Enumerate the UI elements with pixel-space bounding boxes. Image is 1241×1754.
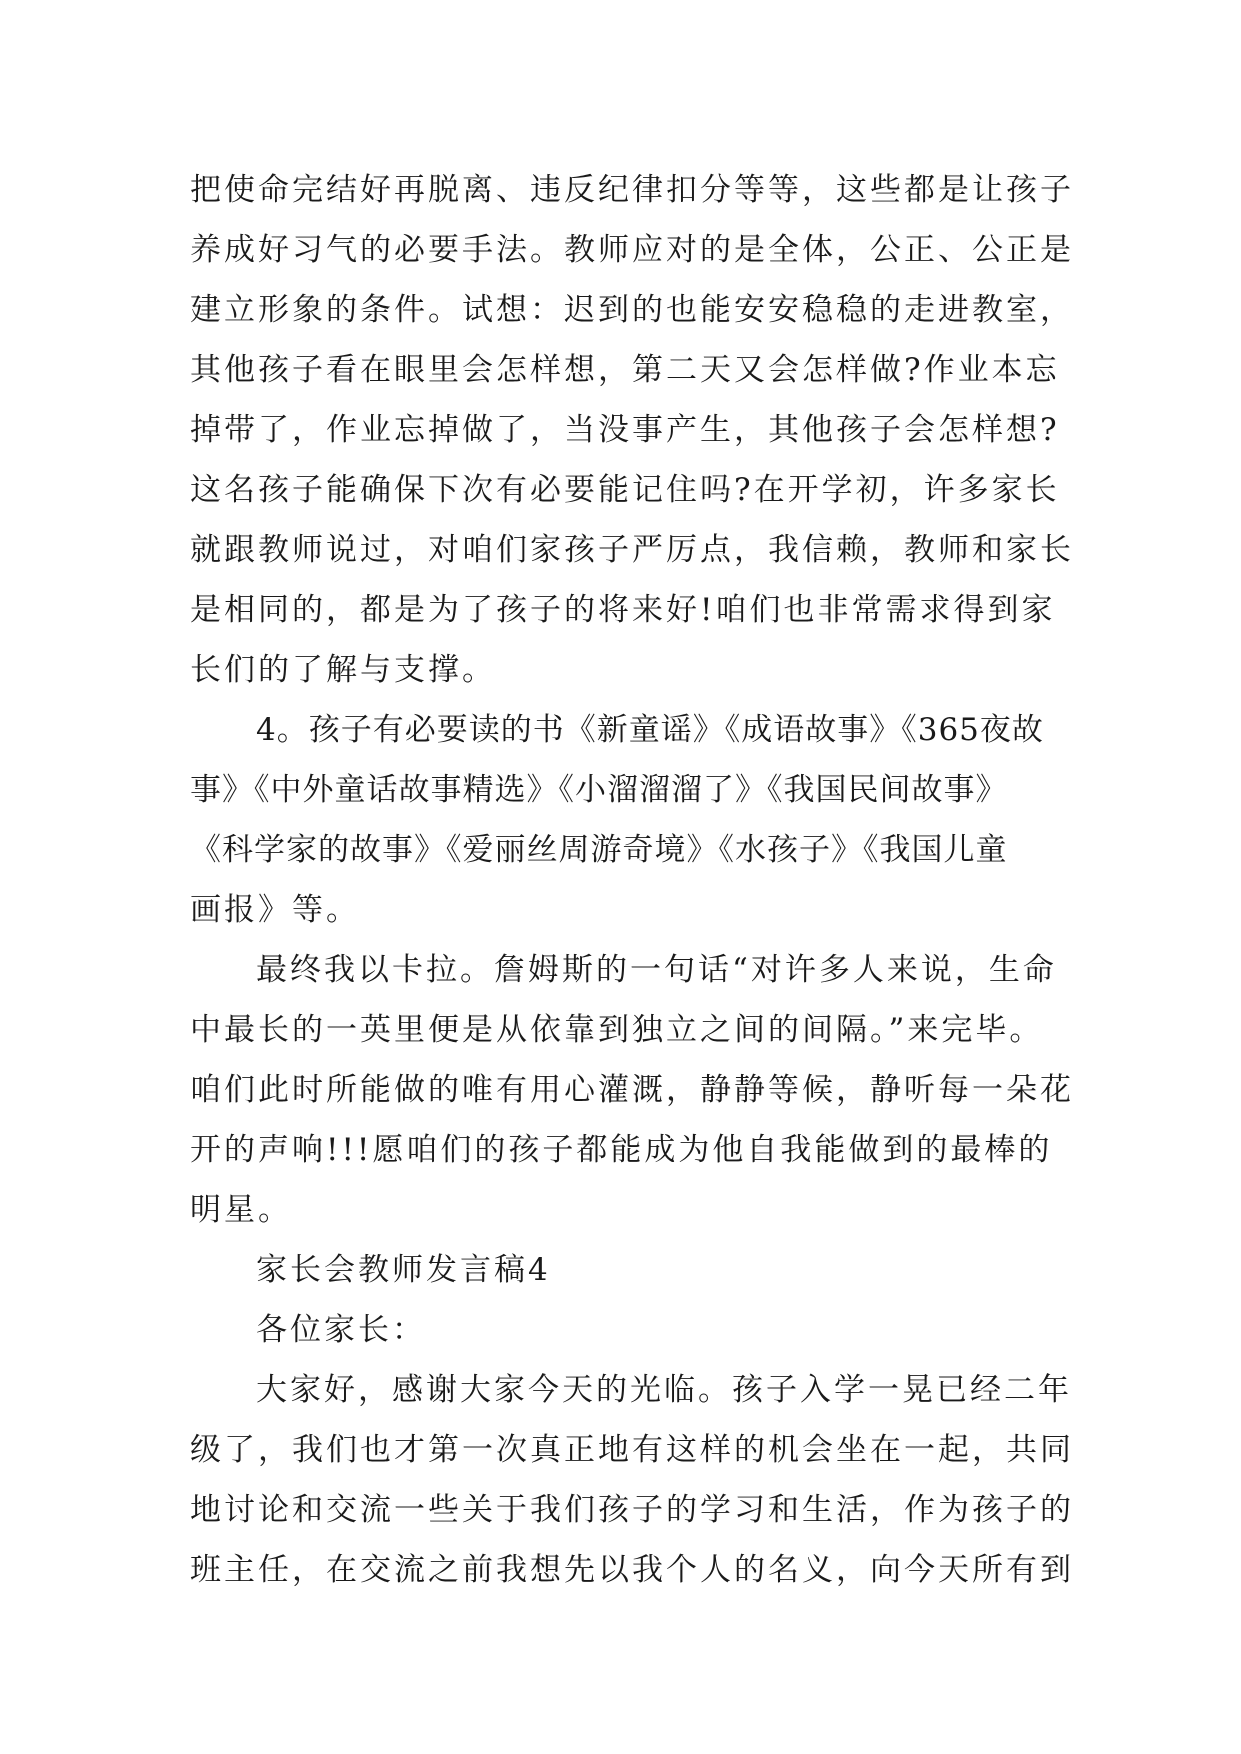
- text-line: 建立形象的条件。试想：迟到的也能安安稳稳的走进教室，: [190, 292, 1074, 328]
- document-body: [190, 160, 1090, 1600]
- text-line: 地讨论和交流一些关于我们孩子的学习和生活，作为孩子的: [190, 1492, 1074, 1528]
- text-line: 把使命完结好再脱离、违反纪律扣分等等，这些都是让孩子: [190, 172, 1074, 208]
- text-line: 《科学家的故事》《爱丽丝周游奇境》《水孩子》《我国儿童: [190, 832, 1008, 868]
- text-line: 就跟教师说过，对咱们家孩子严厉点，我信赖，教师和家长: [190, 532, 1074, 568]
- text-line: 其他孩子看在眼里会怎样想，第二天又会怎样做?作业本忘: [190, 352, 1060, 388]
- text-line: 事》《中外童话故事精选》《小溜溜溜了》《我国民间故事》: [190, 772, 1008, 808]
- section-heading: 家长会教师发言稿4: [256, 1252, 551, 1288]
- text-line: 是相同的，都是为了孩子的将来好!咱们也非常需求得到家: [190, 592, 1056, 628]
- text-line: 咱们此时所能做的唯有用心灌溉，静静等候，静听每一朵花: [190, 1072, 1074, 1108]
- text-line: 这名孩子能确保下次有必要能记住吗?在开学初，许多家长: [190, 472, 1060, 508]
- text-line: 大家好，感谢大家今天的光临。孩子入学一晃已经二年: [256, 1372, 1072, 1408]
- text-line: 中最长的一英里便是从依靠到独立之间的间隔。”来完毕。: [190, 1012, 1044, 1048]
- text-line: 养成好习气的必要手法。教师应对的是全体，公正、公正是: [190, 232, 1074, 268]
- salutation: 各位家长：: [256, 1312, 426, 1348]
- text-line: 级了，我们也才第一次真正地有这样的机会坐在一起，共同: [190, 1432, 1074, 1468]
- text-line: 开的声响!!!愿咱们的孩子都能成为他自我能做到的最棒的: [190, 1132, 1053, 1168]
- text-line: 画报》等。: [190, 892, 360, 928]
- text-line: 长们的了解与支撑。: [190, 652, 496, 688]
- text-line: 班主任，在交流之前我想先以我个人的名义，向今天所有到: [190, 1552, 1074, 1588]
- text-line: 4。孩子有必要读的书《新童谣》《成语故事》《365夜故: [256, 712, 1044, 748]
- text-line: 明星。: [190, 1192, 292, 1228]
- text-line: 掉带了，作业忘掉做了，当没事产生，其他孩子会怎样想?: [190, 412, 1060, 448]
- text-line: 最终我以卡拉。詹姆斯的一句话“对许多人来说，生命: [256, 952, 1057, 988]
